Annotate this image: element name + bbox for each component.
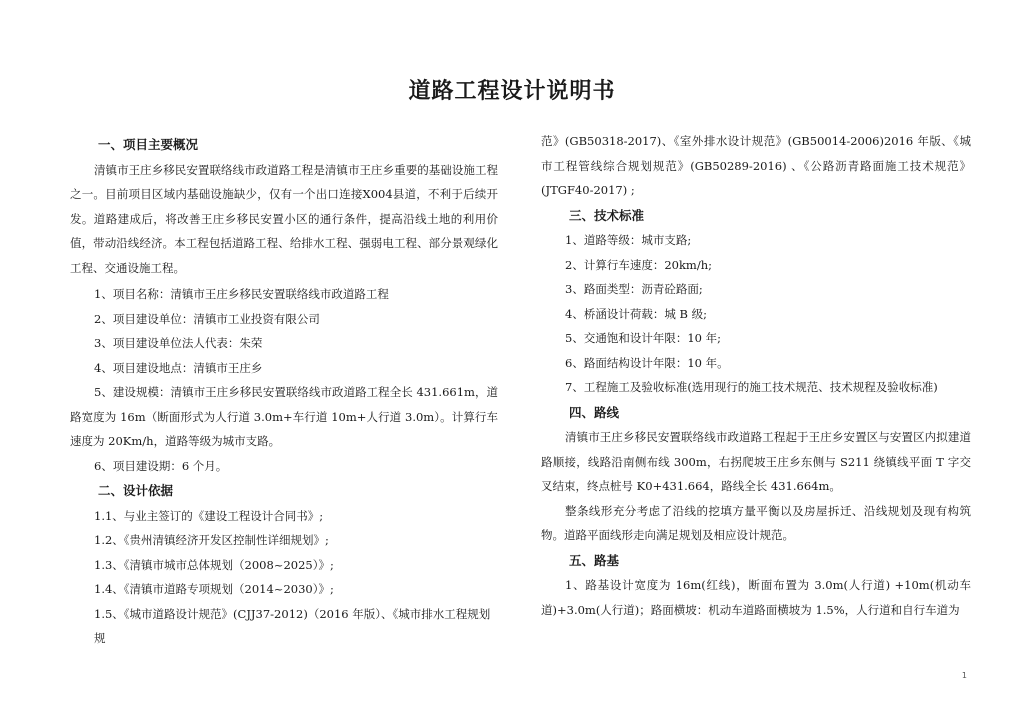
section-heading-route: 四、路线 (569, 404, 620, 420)
basis-item: 1.4、《清镇市道路专项规划（2014~2030）》; (94, 582, 334, 596)
standard-item: 2、计算行车速度：20km/h; (565, 257, 712, 272)
project-item-scale: 5、建设规模：清镇市王庄乡移民安置联络线市政道路工程全长 431.661m，道路宽度为 16m（断面形式为人行道 3.0m+车行道 10m+人行道 3.0m）。计算行车速度为 20Km/h，道路等级为城市支路。 (70, 385, 498, 448)
basis-continued: 范》(GB50318-2017)、《室外排水设计规范》(GB50014-2006)2016 年版、《城市工程管线综合规划规范》(GB50289-2016) 、《公路沥青路面施工技术规范》(JTGF40-2017) ; (541, 134, 971, 197)
standard-item: 5、交通饱和设计年限：10 年; (565, 331, 721, 345)
overview-paragraph: 清镇市王庄乡移民安置联络线市政道路工程是清镇市王庄乡重要的基础设施工程之一。目前项目区域内基础设施缺少，仅有一个出口连接X004县道，不利于后续开发。道路建成后，将改善王庄乡移民安置小区的通行条件，提高沿线土地的利用价值，带动沿线经济。本工程包括道路工程、给排水工程、强弱电工程、部分景观绿化工程、交通设施工程。 (70, 162, 498, 275)
standard-item: 3、路面类型：沥青砼路面; (565, 282, 703, 296)
right-column (541, 129, 971, 622)
route-paragraph: 整条线形充分考虑了沿线的挖填方量平衡以及房屋拆迁、沿线规划及现有构筑物。道路平面线形走向满足规划及相应设计规范。 (541, 503, 971, 542)
page-number: 1 (961, 671, 967, 680)
basis-item: 1.2、《贵州清镇经济开发区控制性详细规划》; (94, 533, 329, 547)
section-heading-overview: 一、项目主要概况 (98, 137, 199, 152)
subgrade-paragraph: 1、路基设计宽度为 16m(红线)，断面布置为 3.0m(人行道) +10m(机动车道)+3.0m(人行道)；路面横坡：机动车道路面横坡为 1.5%，人行道和自行车道为 (541, 578, 971, 617)
project-item: 4、项目建设地点：清镇市王庄乡 (94, 360, 263, 375)
standard-item: 4、桥涵设计荷载：城 B 级; (565, 306, 707, 321)
section-heading-standards: 三、技术标准 (569, 207, 645, 223)
standard-item: 6、路面结构设计年限：10 年。 (565, 355, 729, 370)
route-paragraph: 清镇市王庄乡移民安置联络线市政道路工程起于王庄乡安置区与安置区内拟建道路顺接，线路沿南侧布线 300m，右拐爬坡王庄乡东侧与 S211 绕镇线平面 T 字交叉结束，终点桩号 K0+431.664，路线全长 431.664m。 (541, 430, 971, 493)
section-heading-basis: 二、设计依据 (98, 483, 174, 498)
project-item: 6、项目建设期：6 个月。 (94, 458, 228, 473)
basis-item: 1.3、《清镇市城市总体规划（2008~2025）》; (94, 557, 334, 572)
basis-item: 1.5、《城市道路设计规范》(CJJ37-2012)（2016 年版）、《城市排水工程规划规 (94, 606, 491, 645)
document-title: 道路工程设计说明书 (408, 78, 616, 104)
left-column (70, 132, 498, 651)
project-item: 1、项目名称：清镇市王庄乡移民安置联络线市政道路工程 (94, 287, 389, 301)
section-heading-subgrade: 五、路基 (569, 552, 620, 568)
standard-item: 1、道路等级：城市支路; (565, 233, 692, 247)
project-item: 2、项目建设单位：清镇市工业投资有限公司 (94, 311, 320, 326)
project-item: 3、项目建设单位法人代表：朱荣 (94, 336, 263, 350)
standard-item: 7、工程施工及验收标准(选用现行的施工技术规范、技术规程及验收标准) (565, 380, 938, 394)
basis-item: 1.1、与业主签订的《建设工程设计合同书》; (94, 508, 324, 523)
